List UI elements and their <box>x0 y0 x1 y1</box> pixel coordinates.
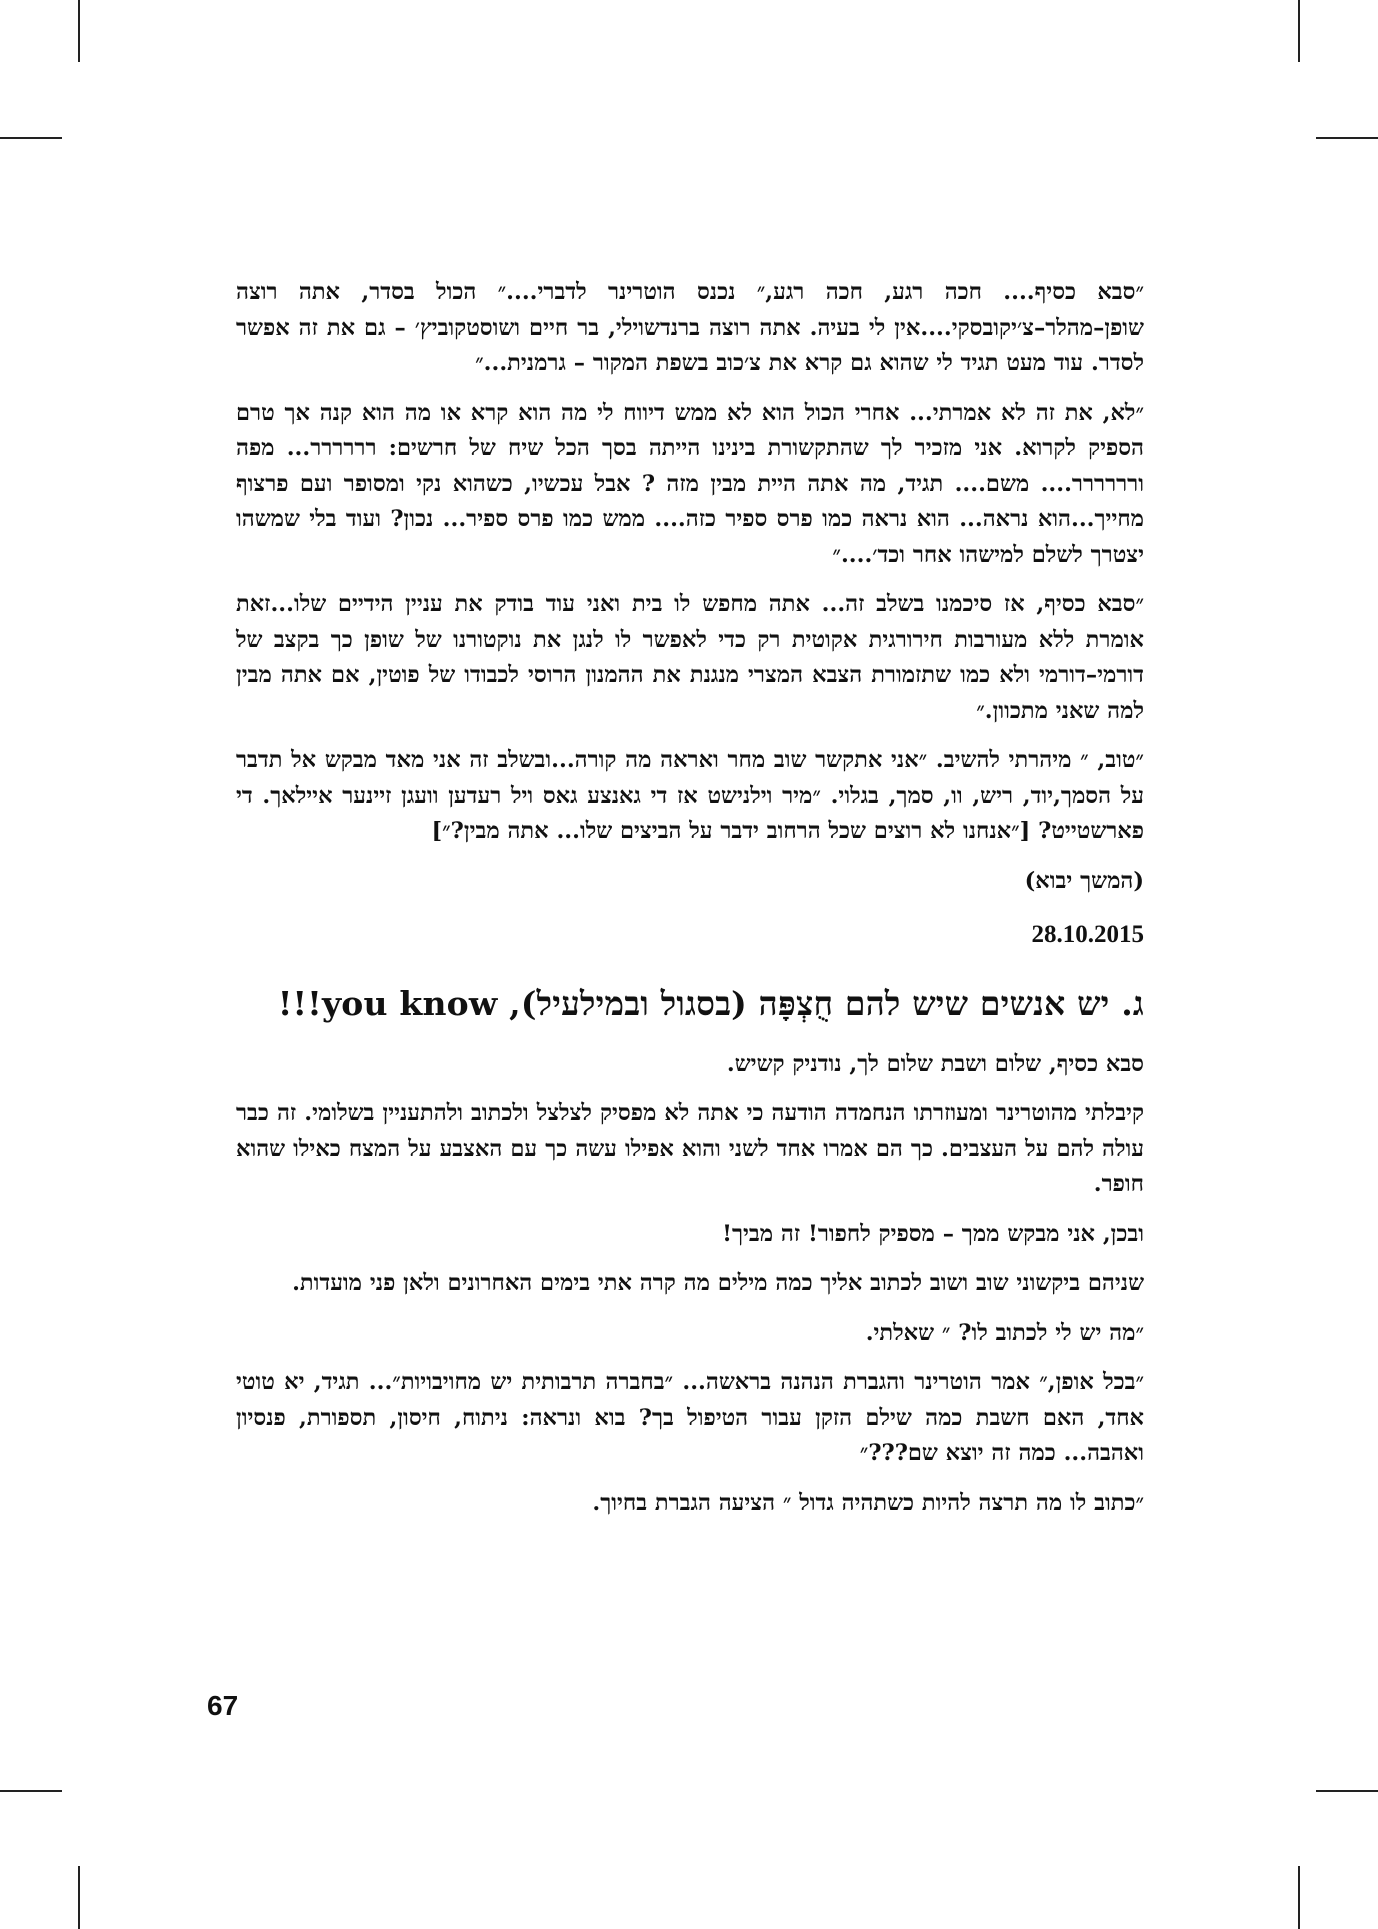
crop-mark-bottom-right <box>1298 1866 1300 1929</box>
crop-mark-top-right <box>1298 0 1300 62</box>
paragraph: ״סבא כסיף, אז סיכמנו בשלב זה... אתה מחפש לו בית ואני עוד בודק את עניין הידיים שלו...זאת אומרת ללא מעורבות חירורגית אקוטית רק כדי לאפשר לו לנגן את נוקטורנו של שופן כך בקצב של דורמי–דורמי ולא כמו שתזמורת הצבא המצרי מנגנת את ההמנון הרוסי לכבודו של פוטין, אם אתה מבין למה שאני מתכוון.״ <box>236 591 1144 724</box>
paragraph: ״סבא כסיף.... חכה רגע, חכה רגע,״ נכנס הוטרינר לדברי....״ הכול בסדר, אתה רוצה שופן–מהלר–צ׳יקובסקי....אין לי בעיה. אתה רוצה ברנדשוילי, בר חיים ושוסטקוביץ׳ – גם את זה אפשר לסדר. עוד מעט תגיד לי שהוא גם קרא את צ׳כוב בשפת המקור – גרמנית...״ <box>236 279 1144 376</box>
paragraph: שניהם ביקשוני שוב ושוב לכתוב אליך כמה מילים מה קרה אתי בימים האחרונים ולאן פני מועדות. <box>292 1270 1144 1296</box>
page-body <box>236 275 1144 1535</box>
date-line: 28.10.2015 <box>1031 921 1144 948</box>
crop-mark-top-left <box>78 0 80 62</box>
crop-mark-right-upper <box>1316 137 1378 139</box>
paragraph: ״לא, את זה לא אמרתי... אחרי הכול הוא לא ממש דיווח לי מה הוא קרא או מה הוא קנה אך טרם הספיק לקרוא. אני מזכיר לך שהתקשורת בינינו הייתה בסך הכל שיח של חרשים: רררררר... מפה ורררררר.... משם.... תגיד, מה אתה היית מבין מזה ? אבל עכשיו, כשהוא נקי ומסופר ועם פרצוף מחייך...הוא נראה... הוא נראה כמו פרס ספיר כזה.... ממש כמו פרס ספיר... נכון? ועוד בלי שמשהו יצטרך לשלם למישהו אחר וכד׳....״ <box>236 399 1144 568</box>
section-heading: ג. יש אנשים שיש להם חֻצְפָּה (בסגול ובמילעיל), you know!!! <box>277 983 1144 1023</box>
paragraph: ״מה יש לי לכתוב לו? ״ שאלתי. <box>865 1319 1144 1346</box>
crop-mark-left-upper <box>0 137 62 139</box>
paragraph: ״טוב, ״ מיהרתי להשיב. ״אני אתקשר שוב מחר ואראה מה קורה...ובשלב זה אני מאד מבקש אל תדבר על הסמך,יוד, ריש, וו, סמך, בגלוי. ״מיר וילנישט אז די גאנצע גאס ויל רעדען וועגן זיינער איילאך. די פארשטייט? [״אנחנו לא רוצים שכל הרחוב ידבר על הביצים שלו... אתה מבין?״] <box>236 747 1144 844</box>
paragraph: סבא כסיף, שלום ושבת שלום לך, נודניק קשיש. <box>726 1050 1144 1077</box>
to-be-continued-note: (המשך יבוא) <box>1024 867 1144 894</box>
paragraph: ״בכל אופן,״ אמר הוטרינר והגברת הנהנה בראשה... ״בחברה תרבותית יש מחויבויות״... תגיד, יא טוטי אחד, האם חשבת כמה שילם הזקן עבור הטיפול בך? בוא ונראה: ניתוח, חיסון, תספורת, פנסיון ואהבה... כמה זה יוצא שם???״ <box>236 1369 1144 1466</box>
crop-mark-left-lower <box>0 1790 62 1792</box>
crop-mark-right-lower <box>1316 1790 1378 1792</box>
crop-mark-bottom-left <box>78 1866 80 1929</box>
paragraph: קיבלתי מהוטרינר ומעוזרתו הנחמדה הודעה כי אתה לא מפסיק לצלצל ולכתוב ולהתעניין בשלומי. זה כבר עולה להם על העצבים. כך הם אמרו אחד לשני והוא אפילו עשה כך עם האצבע על המצח כאילו שהוא חופר. <box>236 1100 1144 1197</box>
paragraph: ובכן, אני מבקש ממך – מספיק לחפור! זה מביך! <box>722 1220 1144 1247</box>
paragraph: ״כתוב לו מה תרצה להיות כשתהיה גדול ״ הציעה הגברת בחיוך. <box>592 1489 1144 1516</box>
page-number: 67 <box>207 1690 239 1721</box>
